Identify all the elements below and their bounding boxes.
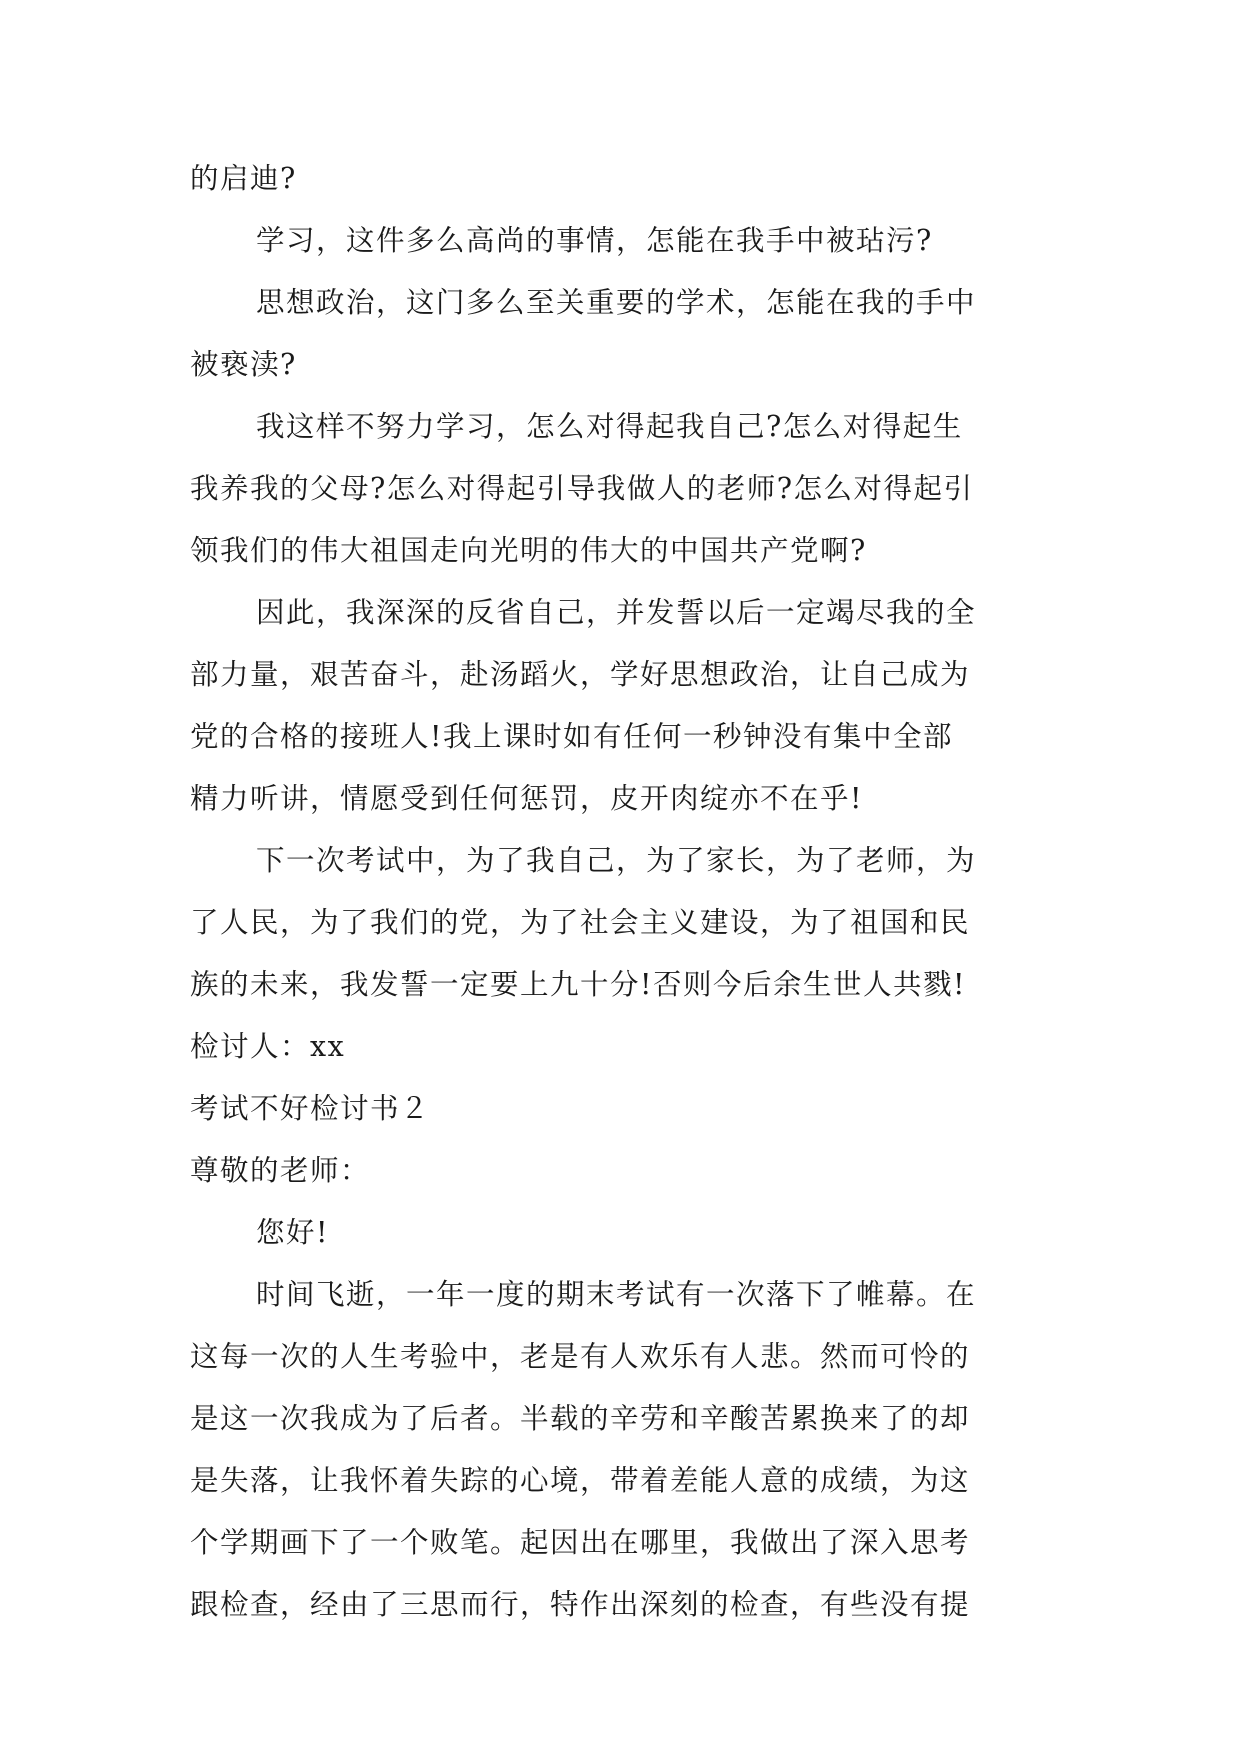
text-line: 领我们的伟大祖国走向光明的伟大的中国共产党啊? xyxy=(190,534,867,567)
text-line: 被亵渎? xyxy=(190,348,297,381)
text-line: 我养我的父母?怎么对得起引导我做人的老师?怎么对得起引 xyxy=(190,472,974,505)
text-line: 思想政治，这门多么至关重要的学术，怎能在我的手中 xyxy=(256,286,977,319)
text-line: 是失落，让我怀着失踪的心境，带着差能人意的成绩，为这 xyxy=(190,1464,971,1497)
text-line: 的启迪? xyxy=(190,162,297,195)
text-line: 族的未来，我发誓一定要上九十分!否则今后余生世人共戮! xyxy=(190,968,966,1001)
text-line: 是这一次我成为了后者。半载的辛劳和辛酸苦累换来了的却 xyxy=(190,1402,971,1435)
text-line: 精力听讲，情愿受到任何惩罚，皮开肉绽亦不在乎! xyxy=(190,782,863,815)
text-line: 党的合格的接班人!我上课时如有任何一秒钟没有集中全部 xyxy=(190,720,953,753)
text-line: 检讨人：xx xyxy=(190,1030,346,1063)
text-line: 时间飞逝，一年一度的期末考试有一次落下了帷幕。在 xyxy=(256,1278,977,1311)
text-line: 这每一次的人生考验中，老是有人欢乐有人悲。然而可怜的 xyxy=(190,1340,971,1373)
text-line: 了人民，为了我们的党，为了社会主义建设，为了祖国和民 xyxy=(190,906,971,939)
text-line: 因此，我深深的反省自己，并发誓以后一定竭尽我的全 xyxy=(256,596,977,629)
text-line: 考试不好检讨书２ xyxy=(190,1092,431,1125)
document-body xyxy=(190,148,1060,1636)
text-line: 部力量，艰苦奋斗，赴汤蹈火，学好思想政治，让自己成为 xyxy=(190,658,971,691)
text-line: 我这样不努力学习，怎么对得起我自己?怎么对得起生 xyxy=(256,410,963,443)
text-line: 个学期画下了一个败笔。起因出在哪里，我做出了深入思考 xyxy=(190,1526,971,1559)
text-line: 您好! xyxy=(256,1216,329,1249)
text-line: 下一次考试中，为了我自己，为了家长，为了老师，为 xyxy=(256,844,977,877)
text-line: 尊敬的老师： xyxy=(190,1154,371,1187)
text-line: 跟检查，经由了三思而行，特作出深刻的检查，有些没有提 xyxy=(190,1588,971,1621)
text-line: 学习，这件多么高尚的事情，怎能在我手中被玷污? xyxy=(256,224,933,257)
